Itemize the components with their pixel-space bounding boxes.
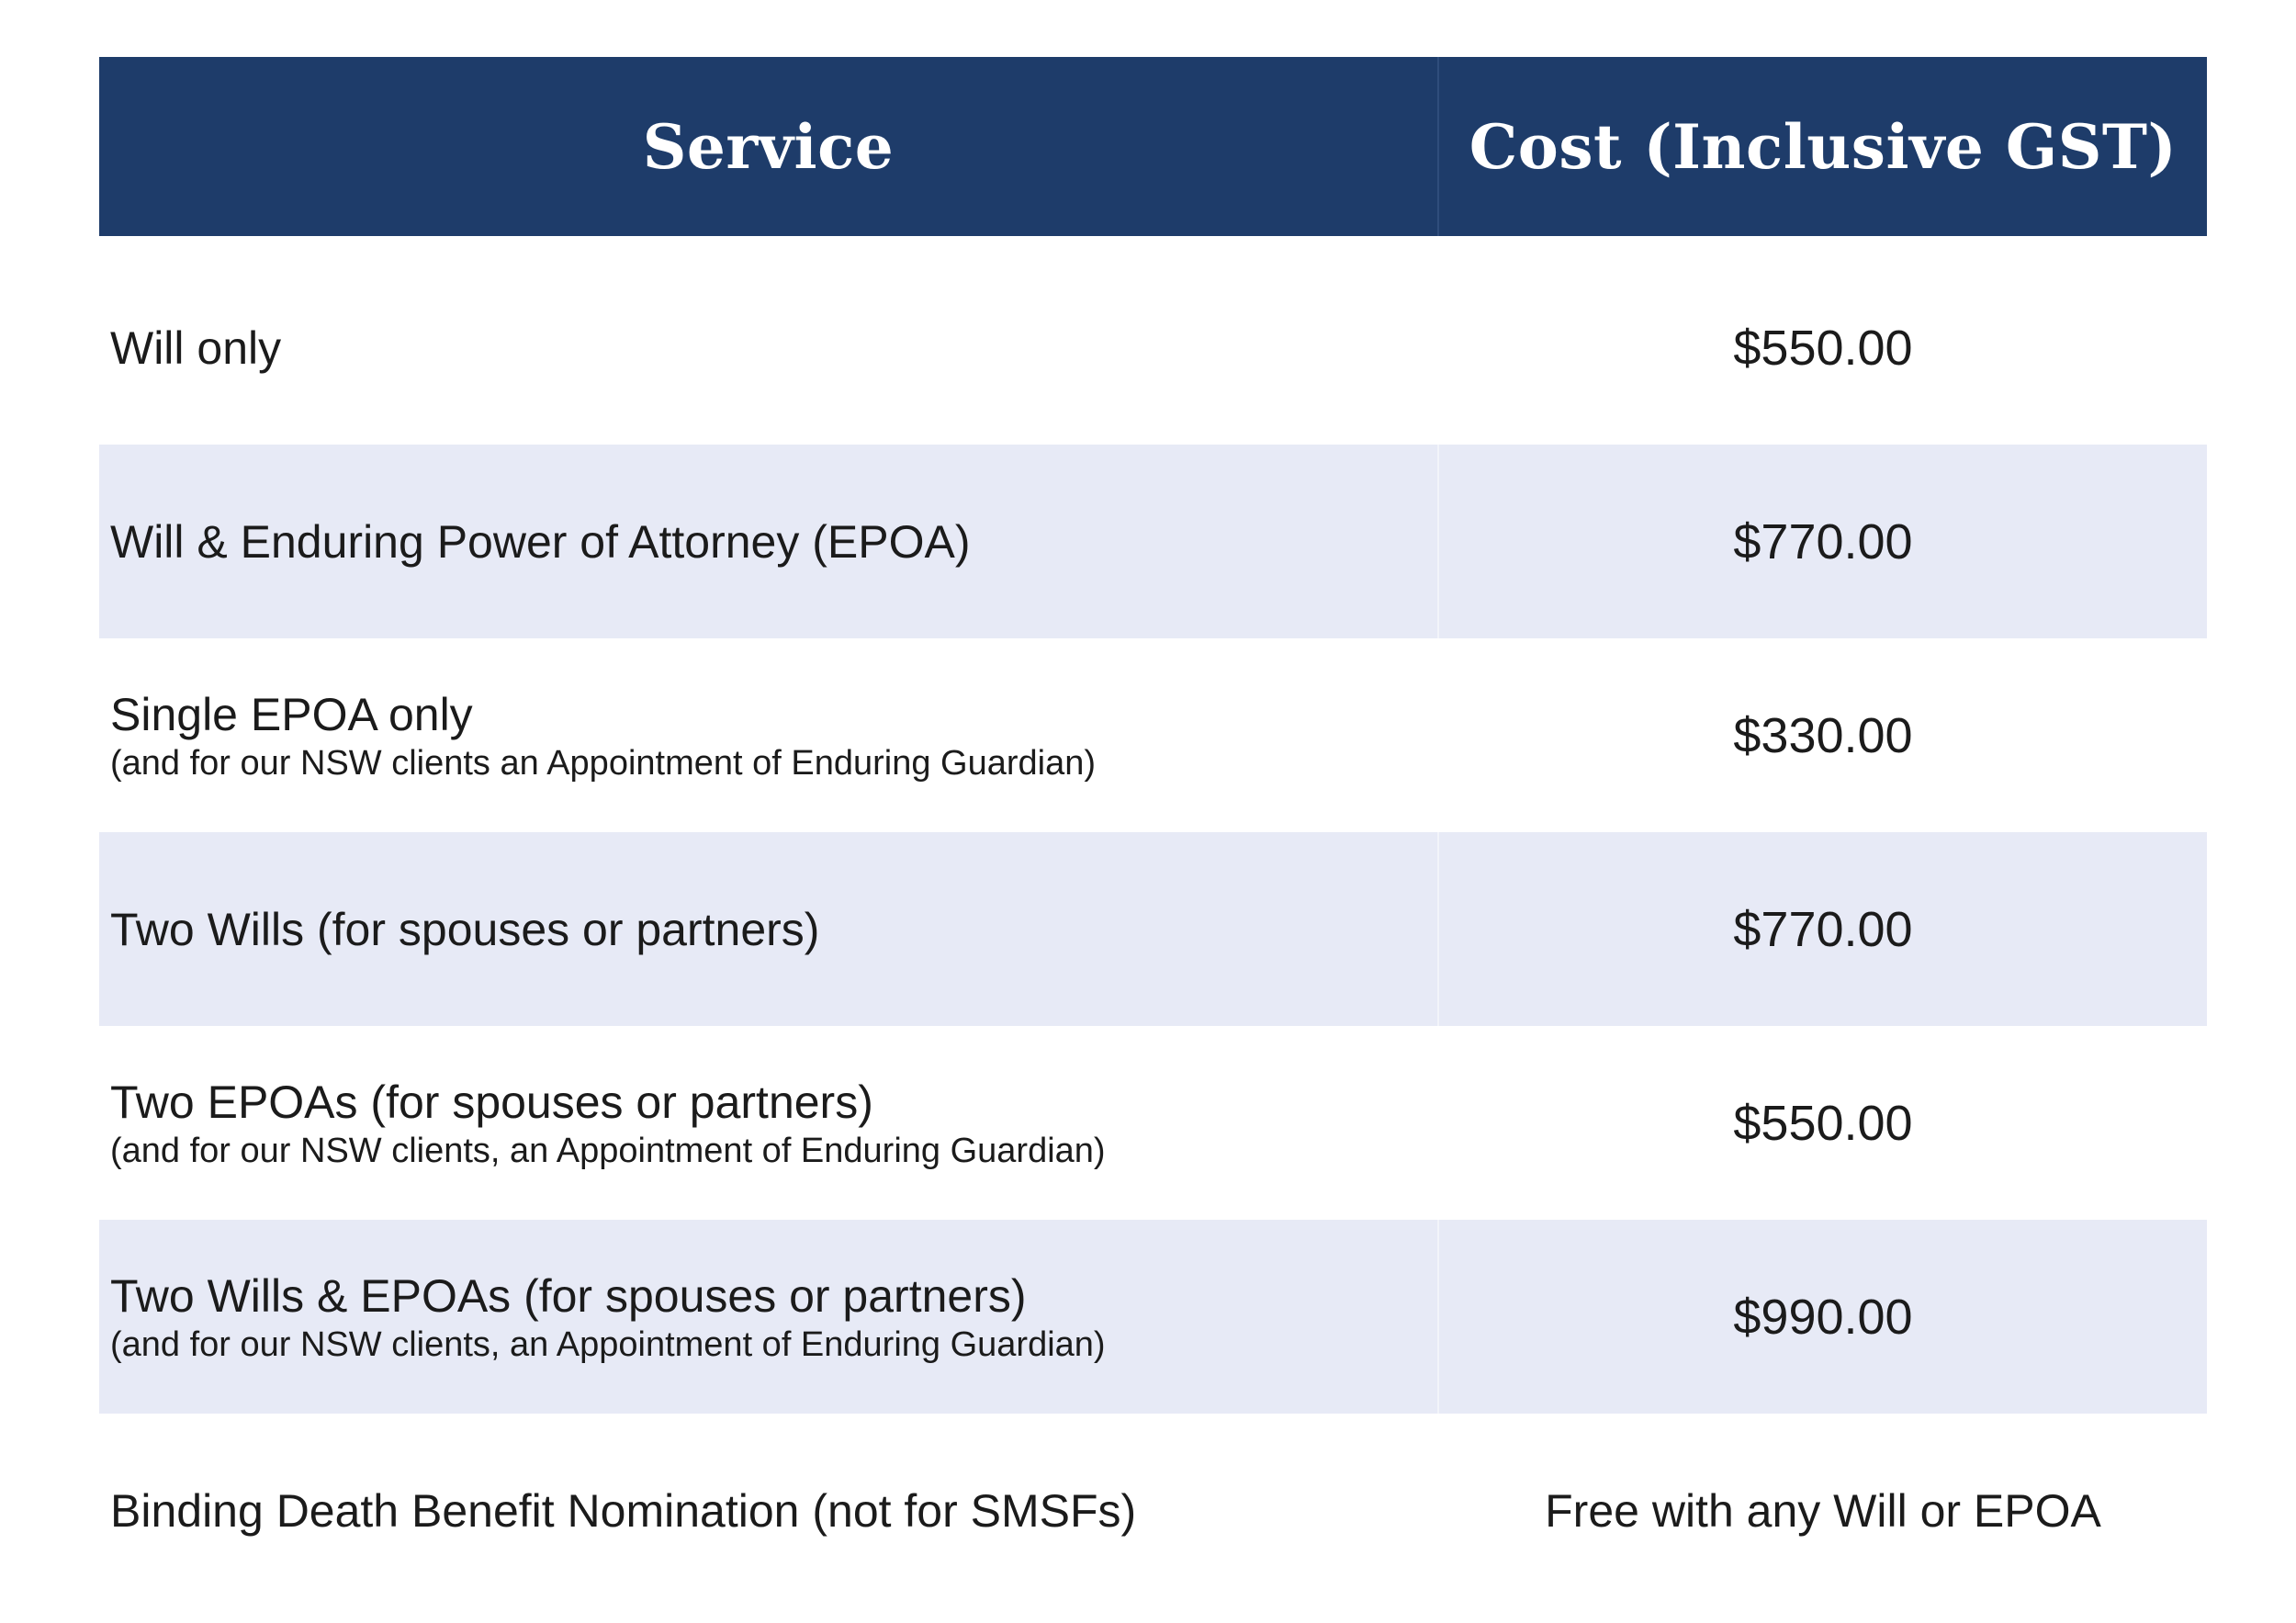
- service-name: Two EPOAs (for spouses or partners): [110, 1076, 873, 1128]
- cost-cell: [1439, 1026, 2207, 1220]
- service-name: Binding Death Benefit Nomination (not for SMSFs): [110, 1484, 1137, 1537]
- service-cell: [99, 1414, 1439, 1607]
- service-price: $770.00: [1733, 901, 1913, 957]
- table-header: [99, 57, 2207, 236]
- service-name: Single EPOA only: [110, 688, 473, 740]
- table-row: [99, 1414, 2207, 1607]
- cost-cell: [1439, 832, 2207, 1026]
- cost-cell: [1439, 1220, 2207, 1414]
- header-service: Service: [99, 57, 1439, 236]
- service-note: (and for our NSW clients, an Appointment of Enduring Guardian): [110, 1131, 1106, 1170]
- table-row: [99, 445, 2207, 638]
- service-price: Free with any Will or EPOA: [1545, 1484, 2101, 1537]
- table-row: [99, 832, 2207, 1026]
- service-cell: [99, 1026, 1439, 1220]
- service-name: Two Wills (for spouses or partners): [110, 903, 820, 955]
- service-name: Two Wills & EPOAs (for spouses or partners): [110, 1269, 1027, 1322]
- header-cost: Cost (Inclusive GST): [1469, 110, 2178, 183]
- table-row: [99, 1026, 2207, 1220]
- service-price: $330.00: [1733, 707, 1913, 763]
- service-cell: [99, 445, 1439, 638]
- service-note: (and for our NSW clients an Appointment of Enduring Guardian): [110, 743, 1097, 783]
- service-price: $550.00: [1733, 1095, 1913, 1151]
- table-row: [99, 638, 2207, 832]
- service-price: $770.00: [1733, 513, 1913, 569]
- service-cell: [99, 832, 1439, 1026]
- pricing-table: [99, 57, 2207, 1607]
- service-cell: [99, 1220, 1439, 1414]
- cost-cell: [1439, 445, 2207, 638]
- service-name: Will only: [110, 321, 282, 374]
- service-name: Will & Enduring Power of Attorney (EPOA): [110, 515, 971, 568]
- service-note: (and for our NSW clients, an Appointment of Enduring Guardian): [110, 1324, 1106, 1364]
- table-row: [99, 1220, 2207, 1414]
- service-cell: [99, 638, 1439, 832]
- cost-cell: [1439, 251, 2207, 445]
- service-price: $550.00: [1733, 320, 1913, 376]
- header-spacer: [99, 236, 2207, 251]
- cost-cell: [1439, 638, 2207, 832]
- service-price: $990.00: [1733, 1289, 1913, 1345]
- service-cell: [99, 251, 1439, 445]
- cost-cell: [1439, 1414, 2207, 1607]
- table-row: [99, 251, 2207, 445]
